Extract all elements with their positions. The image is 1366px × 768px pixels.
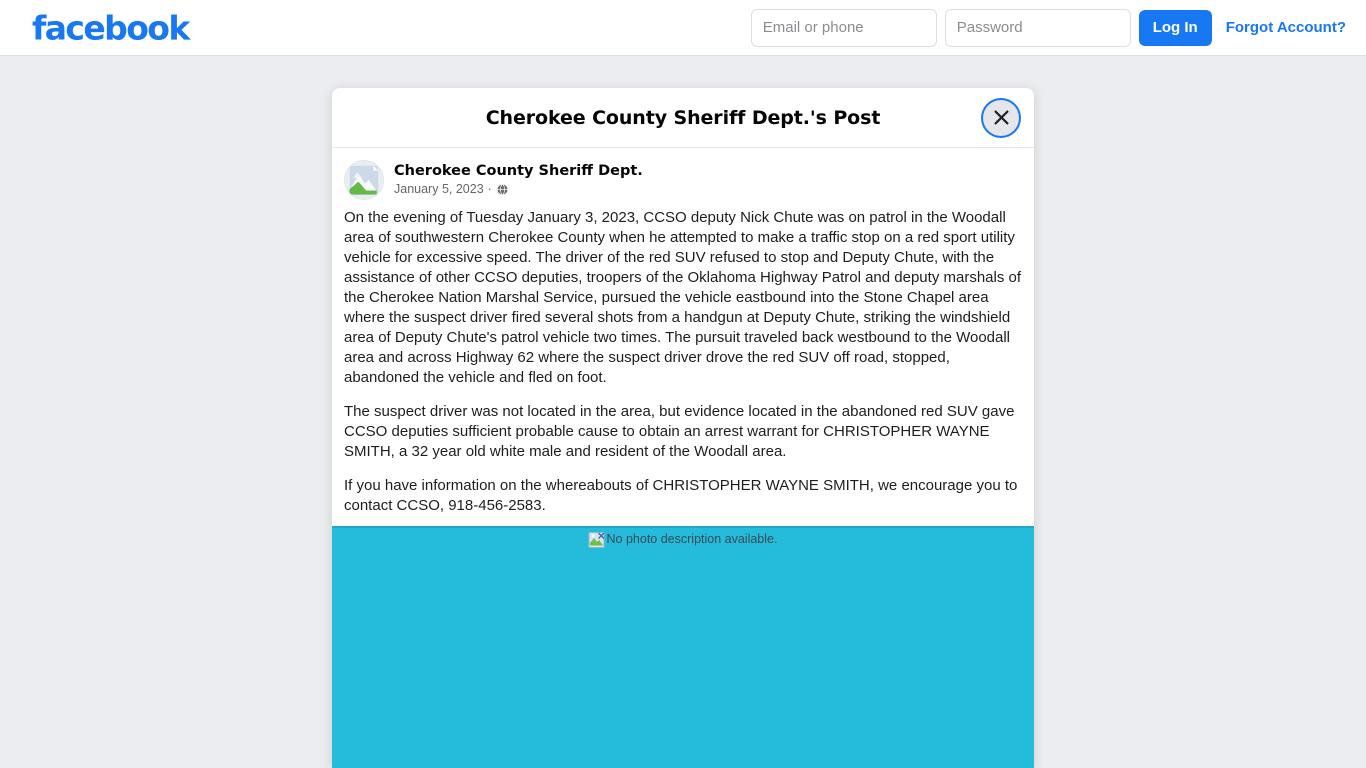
login-form (751, 9, 1358, 47)
close-icon (993, 109, 1010, 126)
post-paragraph-1: On the evening of Tuesday January 3, 2023, CCSO deputy Nick Chute was on patrol in the Woodall area of southwestern Cherokee County when he attempted to make a traffic stop on a red sport utility vehicle for excessive speed. The driver of the red SUV refused to stop and Deputy Chute, with the assistance of other CCSO deputies, troopers of the Oklahoma Highway Patrol and deputy marshals of the Cherokee Nation Marshal Service, pursued the vehicle eastbound into the Stone Chapel area where the suspect driver fired several shots from a handgun at Deputy Chute, striking the windshield area of Deputy Chute's patrol vehicle two times. The pursuit traveled back westbound to the Woodall area and across Highway 62 where the suspect driver drove the red SUV off road, stopped, abandoned the vehicle and fled on foot. (344, 209, 1022, 386)
meta-separator: · (487, 182, 492, 197)
email-or-phone-input[interactable] (751, 9, 937, 47)
dialog-header (332, 88, 1034, 148)
post-dialog (332, 88, 1034, 768)
facebook-top-bar (0, 0, 1366, 56)
post-author-name[interactable]: Cherokee County Sheriff Dept. (394, 163, 643, 180)
avatar[interactable] (344, 160, 384, 200)
author-meta (394, 162, 643, 197)
post-date[interactable]: January 5, 2023 (394, 182, 484, 197)
dialog-title: Cherokee County Sheriff Dept.'s Post (485, 106, 881, 129)
post-photo[interactable] (332, 526, 1034, 768)
broken-image-avatar-icon (345, 161, 383, 199)
globe-public-icon[interactable] (496, 183, 509, 196)
log-in-button[interactable]: Log In (1139, 10, 1212, 46)
broken-image-placeholder (589, 531, 778, 548)
post-paragraph-3: If you have information on the whereabouts of CHRISTOPHER WAYNE SMITH, we encourage you to contact CCSO, 918-456-2583. (344, 477, 1018, 514)
close-button[interactable] (983, 100, 1019, 136)
forgot-account-link[interactable]: Forgot Account? (1225, 19, 1346, 36)
post-body (332, 148, 1034, 526)
post-text (344, 204, 1022, 526)
password-input[interactable] (945, 9, 1131, 47)
photo-alt-text: No photo description available. (606, 532, 778, 546)
post-author-row (344, 160, 1022, 204)
facebook-logo[interactable]: facebook (32, 8, 189, 47)
post-paragraph-2: The suspect driver was not located in the area, but evidence located in the abandoned red SUV gave CCSO deputies sufficient probable cause to obtain an arrest warrant for CHRISTOPHER WAYNE SMITH, a 32 year old white male and resident of the Woodall area. (344, 403, 1015, 460)
broken-image-icon (589, 532, 605, 548)
post-meta (394, 181, 643, 197)
